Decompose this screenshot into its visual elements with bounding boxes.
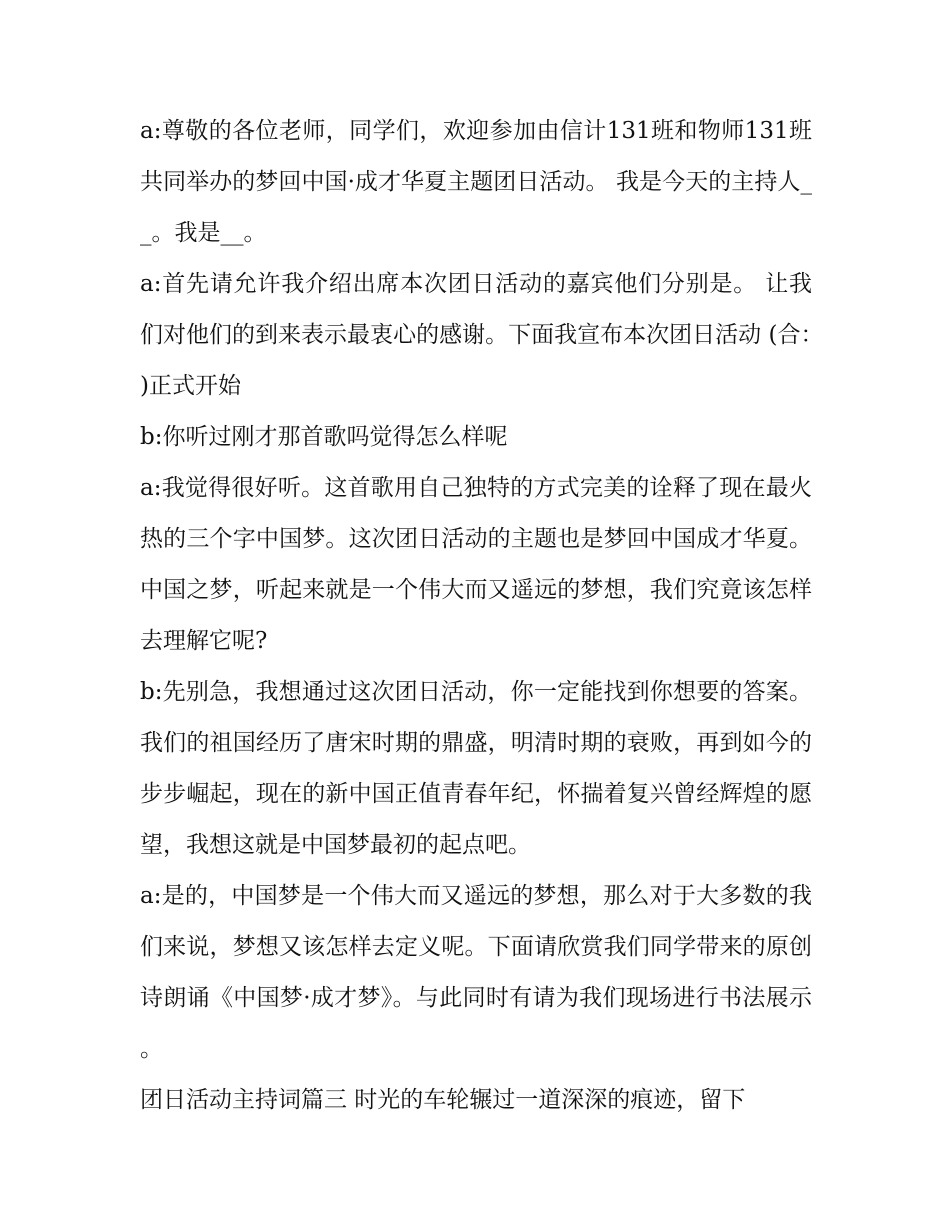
document-body (140, 106, 812, 1126)
paragraph-6: a:是的，中国梦是一个伟大而又遥远的梦想，那么对于大多数的我们来说，梦想又该怎样去定义呢。下面请欣赏我们同学带来的原创诗朗诵《中国梦·成才梦》。与此同时有请为我们现场进行书法展示。 (140, 883, 812, 1062)
paragraph-3: b:你听过刚才那首歌吗觉得怎么样呢 (140, 424, 508, 450)
paragraph-2: a:首先请允许我介绍出席本次团日活动的嘉宾他们分别是。 让我们对他们的到来表示最衷心的感谢。下面我宣布本次团日活动 (合：)正式开始 (140, 271, 812, 399)
paragraph-7: 团日活动主持词篇三 时光的车轮辗过一道深深的痕迹，留下 (140, 1087, 746, 1113)
paragraph-4: a:我觉得很好听。这首歌用自己独特的方式完美的诠释了现在最火热的三个字中国梦。这次团日活动的主题也是梦回中国成才华夏。中国之梦，听起来就是一个伟大而又遥远的梦想，我们究竟该怎样去理解它呢? (140, 475, 812, 654)
paragraph-1: a:尊敬的各位老师，同学们，欢迎参加由信计131班和物师131班共同举办的梦回中国·成才华夏主题团日活动。 我是今天的主持人__。我是__。 (140, 118, 812, 246)
paragraph-5: b:先别急，我想通过这次团日活动，你一定能找到你想要的答案。我们的祖国经历了唐宋时期的鼎盛，明清时期的衰败，再到如今的步步崛起，现在的新中国正值青春年纪，怀揣着复兴曾经辉煌的愿望，我想这就是中国梦最初的起点吧。 (140, 679, 812, 858)
